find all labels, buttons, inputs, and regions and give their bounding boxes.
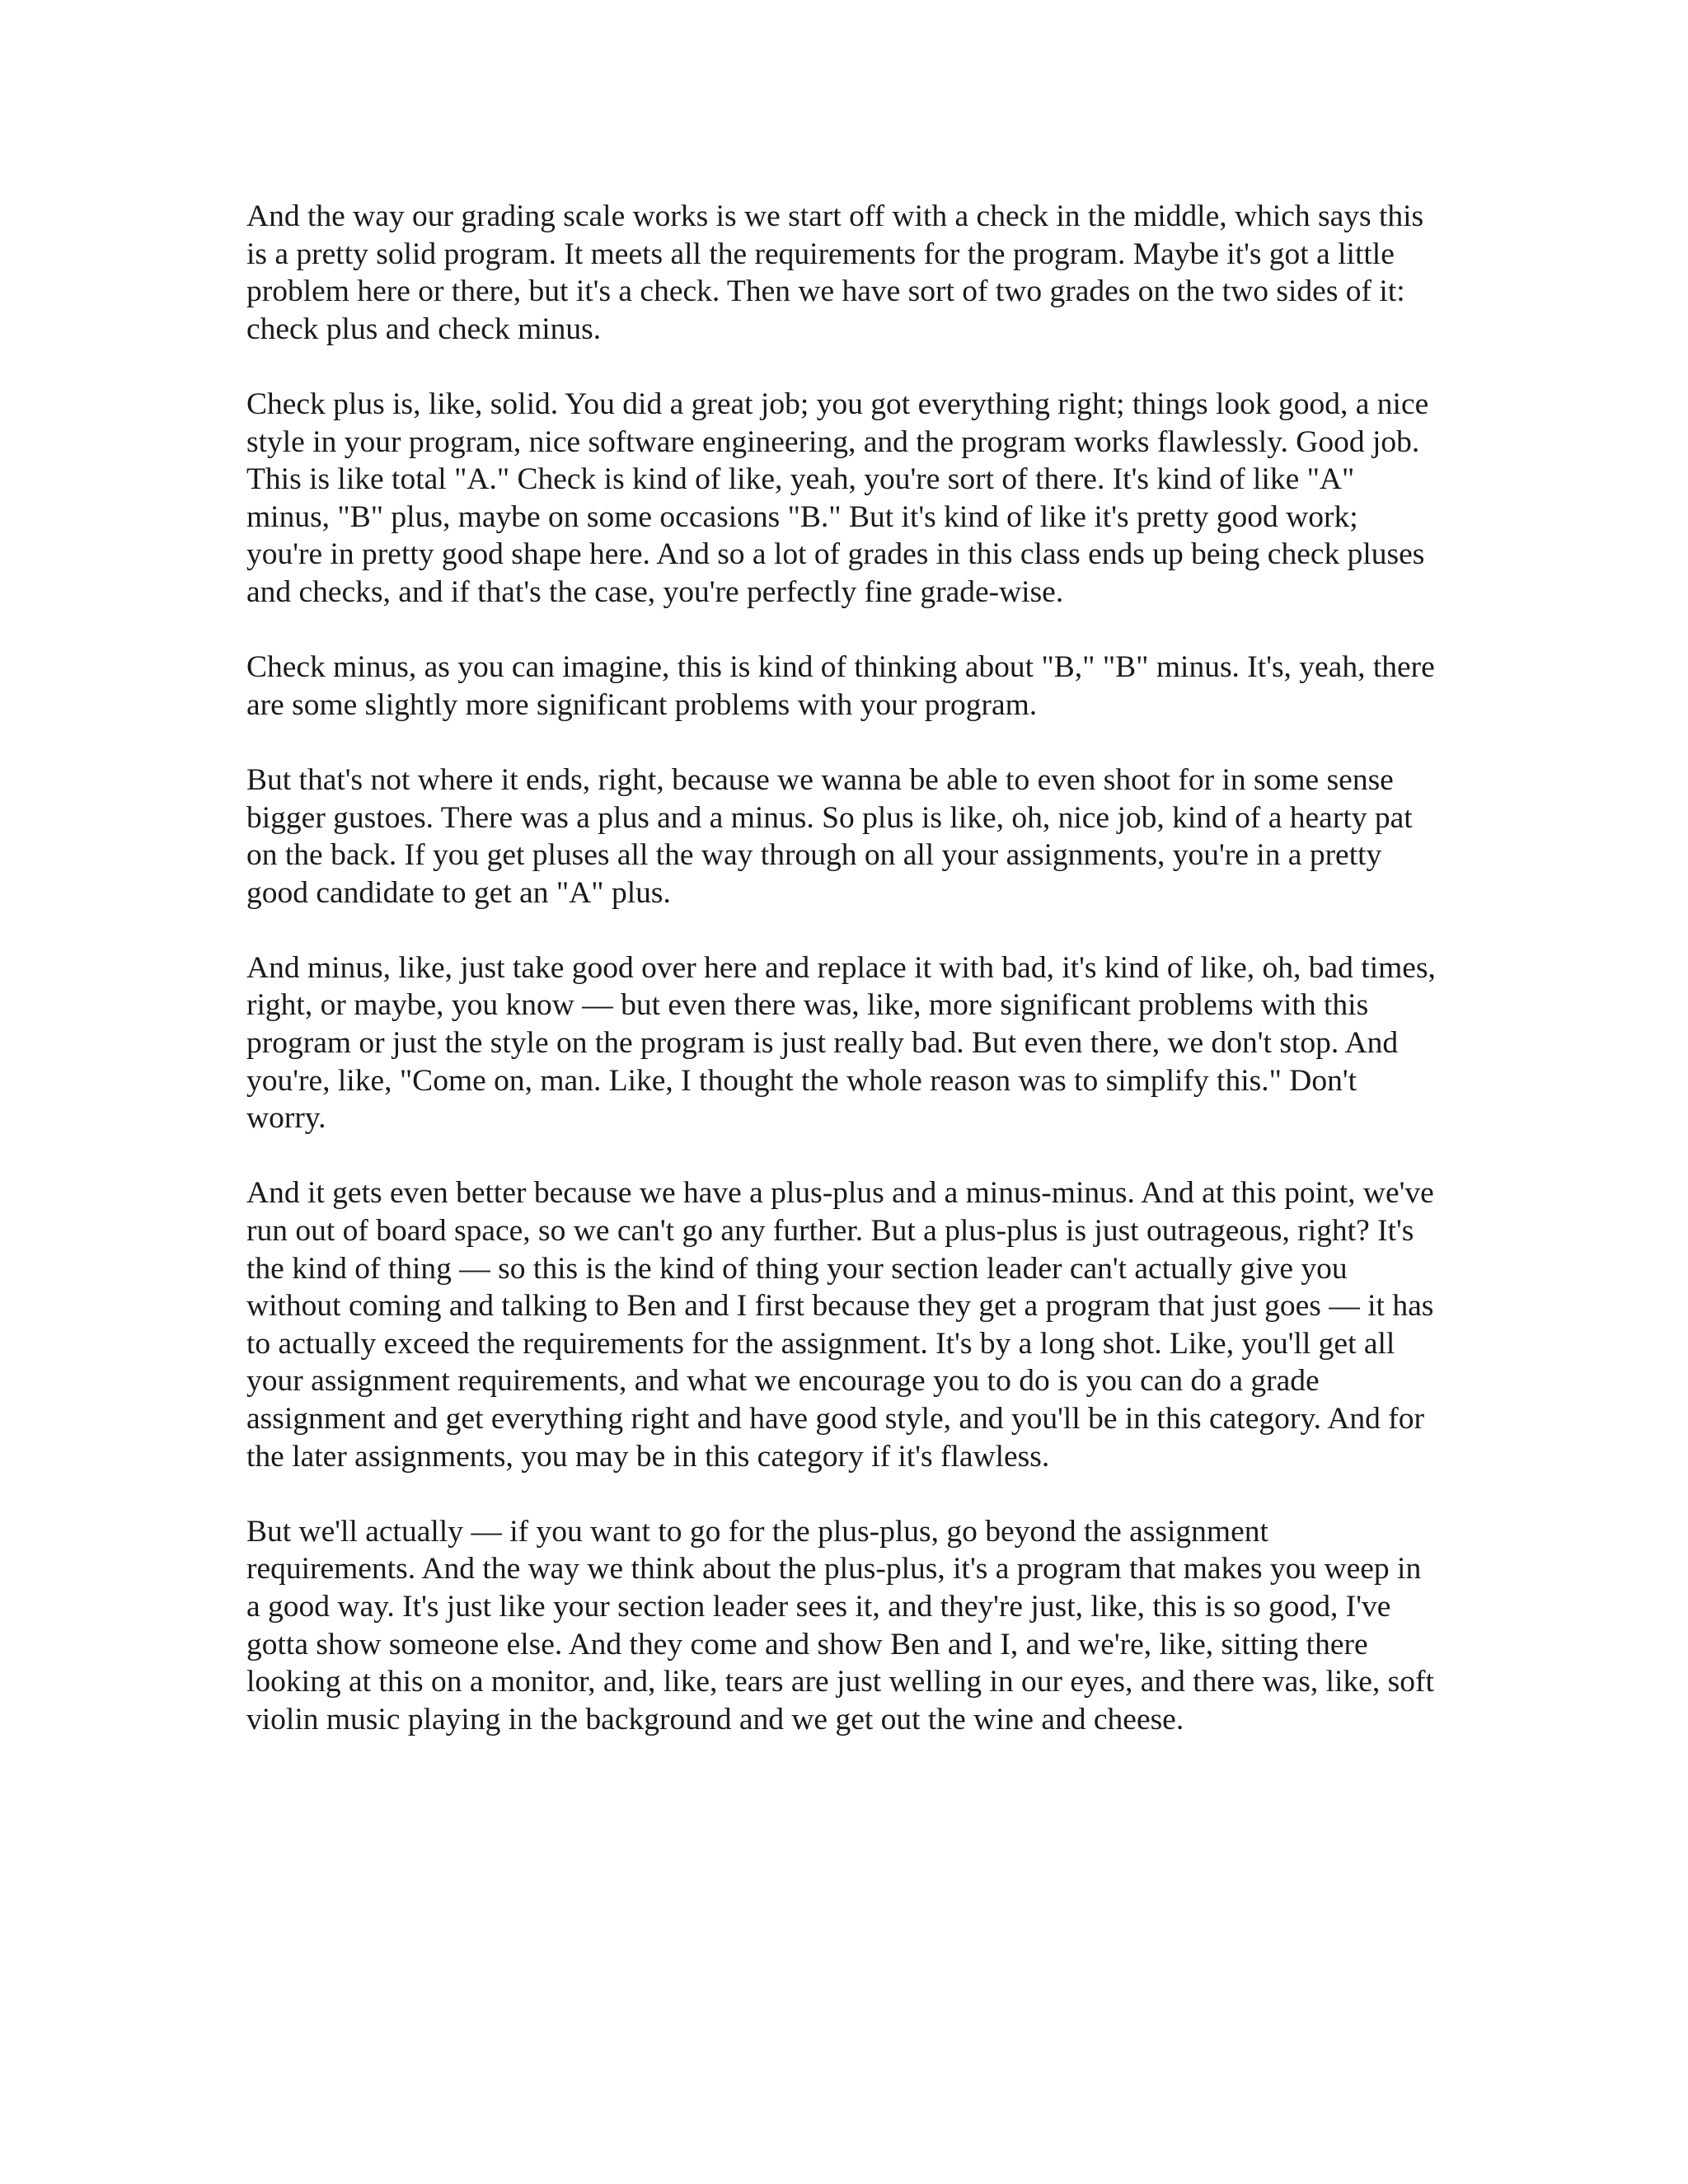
paragraph-minus: And minus, like, just take good over here and replace it with bad, it's kind of like, oh, bad times, right, or maybe, you know — but even there was, like, more significant problems with this program or just the style on the program is just really bad. But even there, we don't stop. And you're, like, "Come on, man. Like, I thought the whole reason was to simplify this." Don't worry. [246, 950, 1436, 1136]
paragraph-beyond-requirements: But we'll actually — if you want to go for the plus-plus, go beyond the assignment requirements. And the way we think about the plus-plus, it's a program that makes you weep in a good way. It's just like your section leader sees it, and they're just, like, this is so good, I've gotta show someone else. And they come and show Ben and I, and we're, like, sitting there looking at this on a monitor, and, like, tears are just welling in our eyes, and there was, like, soft violin music playing in the background and we get out the wine and cheese. [246, 1514, 1434, 1736]
paragraph-plus-minus: But that's not where it ends, right, because we wanna be able to even shoot for in some sense bigger gustoes. There was a plus and a minus. So plus is like, oh, nice job, kind of a hearty pat on the back. If you get pluses all the way through on all your assignments, you're in a pretty good candidate to get an "A" plus. [246, 762, 1413, 910]
paragraph-check-minus: Check minus, as you can imagine, this is kind of thinking about "B," "B" minus. It's, yeah, there are some slightly more significant problems with your program. [246, 650, 1435, 722]
paragraph-grading-scale: And the way our grading scale works is we start off with a check in the middle, which says this is a pretty solid program. It meets all the requirements for the program. Maybe it's got a little problem here or there, but it's a check. Then we have sort of two grades on the two sides of it: check plus and check minus. [246, 199, 1424, 346]
paragraph-check-plus: Check plus is, like, solid. You did a great job; you got everything right; things look good, a nice style in your program, nice software engineering, and the program works flawlessly. Good job. This is like total "A." Check is kind of like, yeah, you're sort of there. It's kind of like "A" minus, "B" plus, maybe on some occasions "B." But it's kind of like it's pretty good work; you're in pretty good shape here. And so a lot of grades in this class ends up being check pluses and checks, and if that's the case, you're perfectly fine grade-wise. [246, 387, 1429, 609]
paragraph-plus-plus: And it gets even better because we have a plus-plus and a minus-minus. And at this point, we've run out of board space, so we can't go any further. But a plus-plus is just outrageous, right? It's the kind of thing — so this is the kind of thing your section leader can't actually give you without coming and talking to Ben and I first because they get a program that just goes — it has to actually exceed the requirements for the assignment. It's by a long shot. Like, you'll get all your assignment requirements, and what we encourage you to do is you can do a grade assignment and get everything right and have good style, and you'll be in this category. And for the later assignments, you may be in this category if it's flawless. [246, 1176, 1434, 1474]
transcript-body [246, 198, 1442, 1738]
